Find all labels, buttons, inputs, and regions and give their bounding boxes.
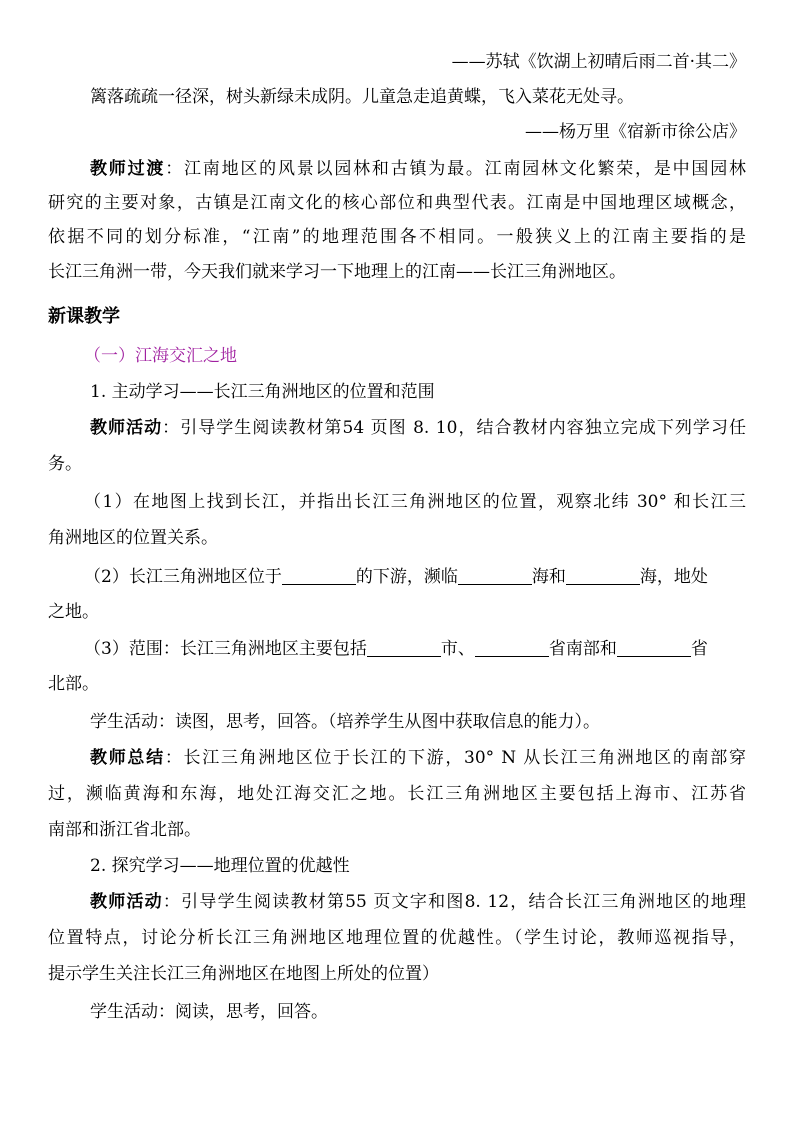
task-2-line-2: 之地。 xyxy=(48,602,99,622)
poem-attribution-sushi: ——苏轼《饮湖上初晴后雨二首·其二》 xyxy=(451,52,746,72)
subsection-heading-1: （一）江海交汇之地 xyxy=(84,346,237,366)
teacher-activity-label: 教师活动 xyxy=(90,418,163,438)
student-activity-1: 学生活动：读图，思考，回答。（培养学生从图中获取信息的能力）。 xyxy=(90,712,600,732)
teacher-transition-line-4: 长江三角洲一带，今天我们就来学习一下地理上的江南——长江三角洲地区。 xyxy=(48,262,626,282)
blank-province-north[interactable] xyxy=(617,638,691,657)
teacher-activity-2-text: ：引导学生阅读教材第55 页文字和图8. 12，结合长江三角洲地区的地理 xyxy=(162,892,746,912)
blank-sea-2[interactable] xyxy=(566,566,640,585)
teacher-activity-2-line-2: 位置特点，讨论分析长江三角洲地区地理位置的优越性。（学生讨论，教师巡视指导， xyxy=(48,928,746,948)
teacher-activity-2-line-3: 提示学生关注长江三角洲地区在地图上所处的位置） xyxy=(48,964,439,984)
teacher-summary-text: ：长江三角洲地区位于长江的下游，30° N 从长江三角洲地区的南部穿 xyxy=(164,748,746,768)
teacher-activity-text: ：引导学生阅读教材第54 页图 8. 10，结合教材内容独立完成下列学习任 xyxy=(162,418,746,438)
teacher-transition-line-3: 依据不同的划分标准，“江南”的地理范围各不相同。一般狭义上的江南主要指的是 xyxy=(48,227,746,247)
task-1-line-2: 角洲地区的位置关系。 xyxy=(48,528,218,548)
teacher-summary-label: 教师总结 xyxy=(90,748,165,768)
task-3-line-1: （3）范围：长江三角洲地区主要包括 市、 省南部和 省 xyxy=(84,639,708,659)
blank-province-south[interactable] xyxy=(475,638,549,657)
blank-river[interactable] xyxy=(282,566,356,585)
task-1-line-1: （1）在地图上找到长江，并指出长江三角洲地区的位置，观察北纬 30° 和长江三 xyxy=(84,492,746,512)
teacher-summary-line-1 xyxy=(90,746,746,770)
teacher-summary-line-3: 南部和浙江省北部。 xyxy=(48,820,201,840)
teacher-transition-text: ：江南地区的风景以园林和古镇为最。江南园林文化繁荣，是中国园林 xyxy=(165,159,747,179)
task-2-line-1: （2）长江三角洲地区位于 的下游，濒临 海和 海，地处 xyxy=(84,567,708,587)
teacher-transition-line-1 xyxy=(90,157,746,181)
item-2-heading: 2. 探究学习——地理位置的优越性 xyxy=(90,856,350,876)
task-3-line-2: 北部。 xyxy=(48,674,99,694)
blank-city[interactable] xyxy=(367,638,441,657)
teacher-summary-line-2: 过，濒临黄海和东海，地处江海交汇之地。长江三角洲地区主要包括上海市、江苏省 xyxy=(48,784,746,804)
teacher-transition-line-2: 研究的主要对象，古镇是江南文化的核心部位和典型代表。江南是中国地理区域概念， xyxy=(48,193,746,213)
teacher-activity-line-2: 务。 xyxy=(48,454,82,474)
poem-line-yangwanli: 篱落疏疏一径深，树头新绿未成阴。儿童急走追黄蝶，飞入菜花无处寻。 xyxy=(90,87,634,107)
teacher-activity-2-label: 教师活动 xyxy=(90,892,163,912)
poem-attribution-yangwanli: ——杨万里《宿新市徐公店》 xyxy=(525,122,746,142)
section-heading-new-lesson: 新课教学 xyxy=(48,306,120,327)
blank-sea-1[interactable] xyxy=(458,566,532,585)
teacher-transition-label: 教师过渡 xyxy=(90,159,166,179)
teacher-activity-2-line-1 xyxy=(90,890,746,914)
item-1-heading: 1. 主动学习——长江三角洲地区的位置和范围 xyxy=(90,382,435,402)
teacher-activity-line-1 xyxy=(90,416,746,440)
student-activity-2: 学生活动：阅读，思考，回答。 xyxy=(90,1002,328,1022)
